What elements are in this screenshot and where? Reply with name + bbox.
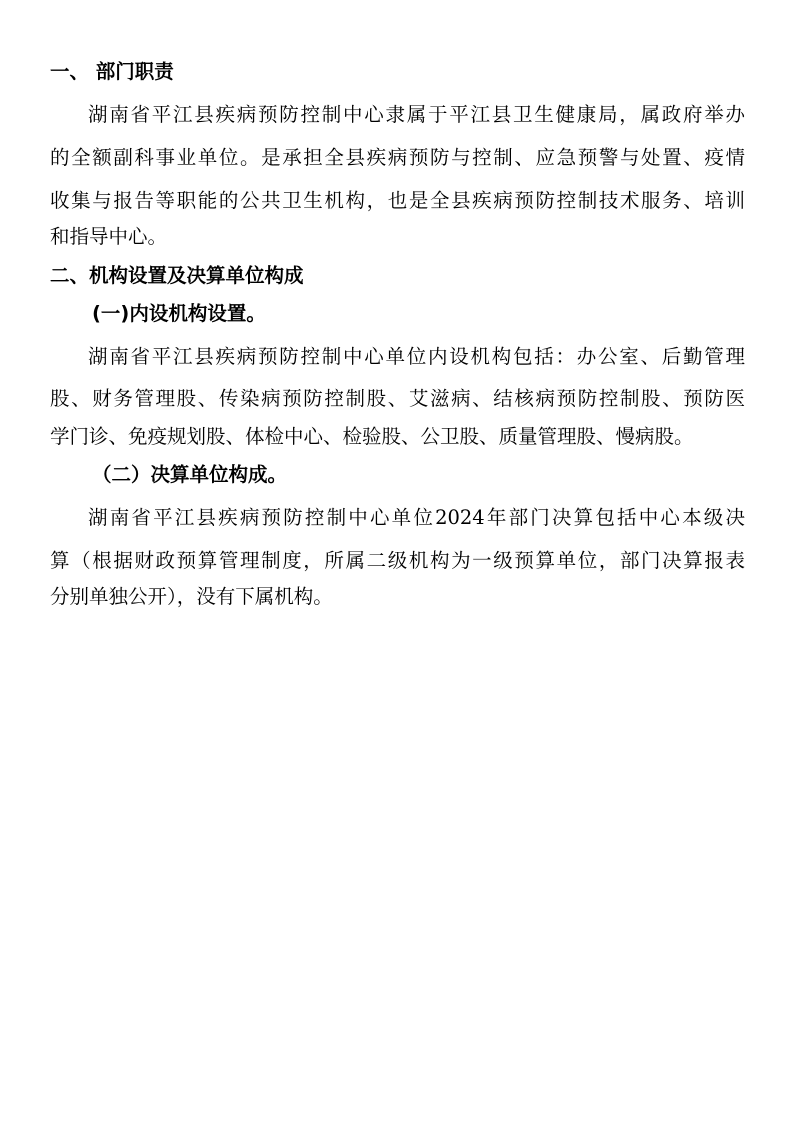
subsection-2-paragraph-line-3: 分别单独公开），没有下属机构。 xyxy=(50,585,333,608)
subsection-2-heading: （二）决算单位构成。 xyxy=(92,463,288,486)
subsection-2-paragraph-line-2: 算（根据财政预算管理制度，所属二级机构为一级预算单位，部门决算报表 xyxy=(50,549,745,572)
subsection-1-paragraph-line-1: 湖南省平江县疾病预防控制中心单位内设机构包括：办公室、后勤管理 xyxy=(88,345,745,368)
section-1-paragraph-line-2: 的全额副科事业单位。是承担全县疾病预防与控制、应急预警与处置、疫情 xyxy=(50,146,745,169)
subsection-1-heading: (一)内设机构设置。 xyxy=(92,302,266,325)
section-1-paragraph-line-1: 湖南省平江县疾病预防控制中心隶属于平江县卫生健康局，属政府举办 xyxy=(88,103,745,126)
section-1-paragraph-line-4: 和指导中心。 xyxy=(50,225,168,248)
section-2-heading: 二、机构设置及决算单位构成 xyxy=(50,264,304,287)
section-1-paragraph-line-3: 收集与报告等职能的公共卫生机构，也是全县疾病预防控制技术服务、培训 xyxy=(50,189,745,212)
subsection-1-paragraph-line-3: 学门诊、免疫规划股、体检中心、检验股、公卫股、质量管理股、慢病股。 xyxy=(50,425,694,448)
section-1-heading: 一、 部门职责 xyxy=(50,60,174,83)
subsection-1-paragraph-line-2: 股、财务管理股、传染病预防控制股、艾滋病、结核病预防控制股、预防医 xyxy=(50,387,745,410)
subsection-2-paragraph-line-1: 湖南省平江县疾病预防控制中心单位2024年部门决算包括中心本级决 xyxy=(88,506,745,529)
